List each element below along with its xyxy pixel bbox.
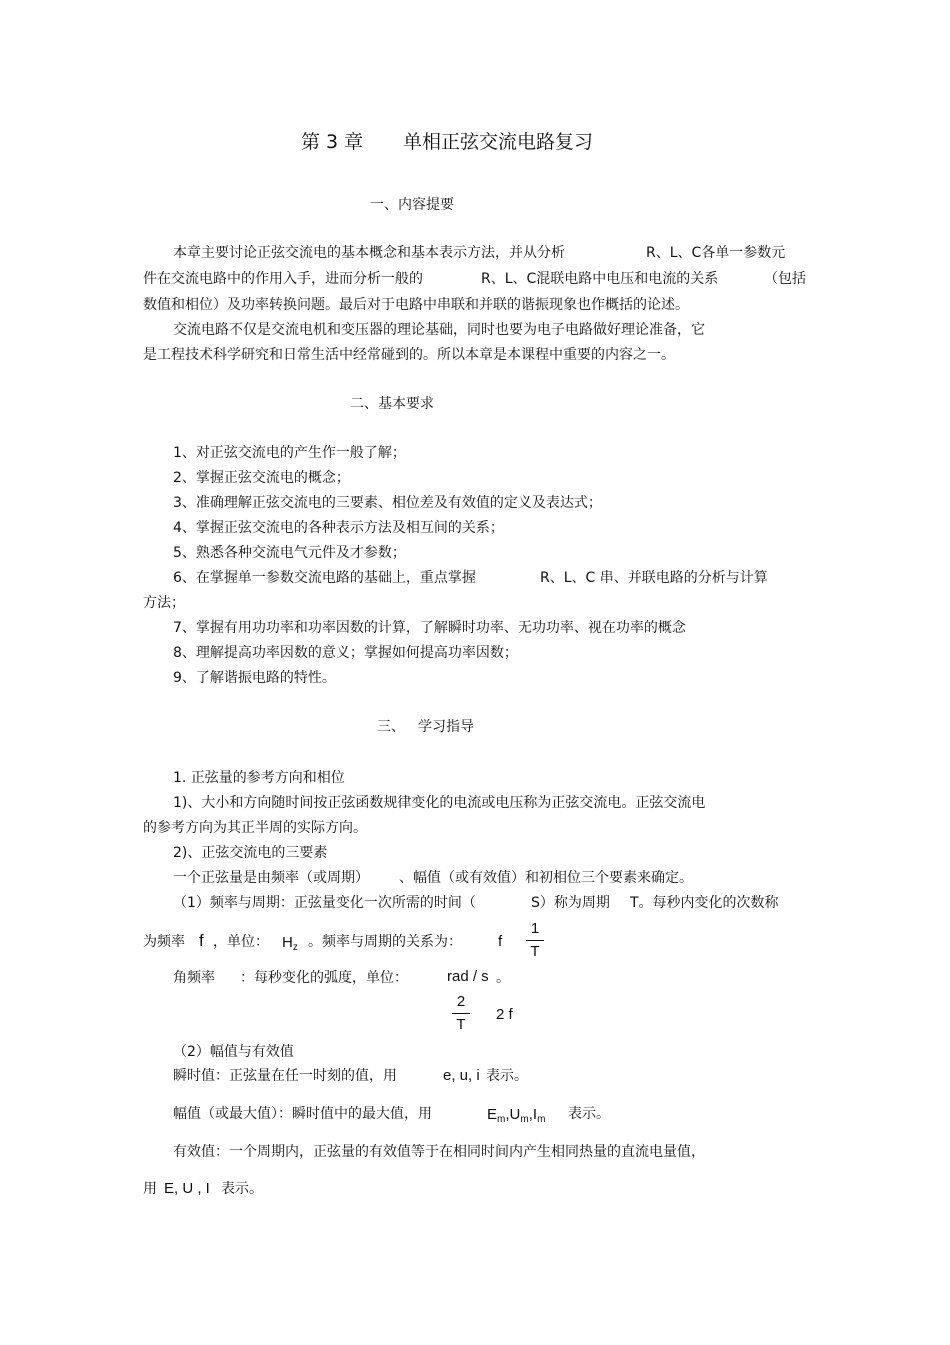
requirement-item: 5、熟悉各种交流电气元件及才参数；	[173, 545, 406, 561]
frequency-line-a: （1）频率与周期：正弦量变化一次所需的时间（	[173, 895, 476, 911]
subsection-heading: 2)、正弦交流电的三要素	[173, 845, 328, 861]
chapter-number: 第 3 章	[301, 131, 364, 153]
frequency-relation-text: 。频率与周期的关系为：	[308, 934, 462, 950]
paragraph-line: 一个正弦量是由频率（或周期）	[173, 870, 369, 886]
requirement-item: 2、掌握正弦交流电的概念；	[173, 470, 350, 486]
requirement-item: 7、掌握有用功功率和功率因数的计算，了解瞬时功率、无功功率、视在功率的概念	[173, 620, 686, 636]
max-value-symbols: $E_m,U_m,I_m$	[487, 1106, 546, 1125]
summary-p2-line-2: 是工程技术科学研究和日常生活中经常碰到的。所以本章是本课程中重要的内容之一。	[143, 347, 675, 363]
unit-hz: $H_z$	[282, 934, 298, 953]
amplitude-heading: （2）幅值与有效值	[173, 1044, 294, 1060]
summary-line-2b: R、L、C混联电路中电压和电流的关系	[481, 271, 719, 287]
paragraph-line: 、幅值（或有效值）和初相位三个要素来确定。	[399, 870, 693, 886]
angular-frequency-end: 。	[496, 970, 510, 986]
summary-line-1a: 本章主要讨论正弦交流电的基本概念和基本表示方法，并从分析	[173, 245, 565, 261]
instant-value-symbols: e, u, i	[443, 1067, 480, 1084]
summary-line-1b: R、L、C各单一参数元	[646, 245, 786, 261]
requirement-item: 1、对正弦交流电的产生作一般了解；	[173, 445, 406, 461]
section-heading-number: 三、	[377, 719, 405, 735]
subsection-heading: 1. 正弦量的参考方向和相位	[173, 770, 345, 786]
instant-value-end: 表示。	[486, 1068, 528, 1084]
angular-frequency-def: ：每秒变化的弧度，单位：	[240, 970, 408, 986]
section-heading-requirements: 二、基本要求	[350, 396, 434, 412]
rms-value-text: 有效值：一个周期内，正弦量的有效值等于在相同时间内产生相同热量的直流电量值，	[173, 1144, 705, 1160]
rms-value-symbols: E, U , I	[164, 1180, 210, 1197]
instant-value-text: 瞬时值：正弦量在任一时刻的值，用	[173, 1068, 397, 1084]
requirement-item-6c: 方法；	[143, 595, 185, 611]
frequency-def-unit: ，单位：	[213, 934, 269, 950]
section-heading-summary: 一、内容提要	[370, 197, 454, 213]
angular-frequency-label: 角频率	[173, 970, 215, 986]
frequency-def-a: 为频率	[143, 934, 185, 950]
section-heading-guidance: 学习指导	[418, 719, 474, 735]
fraction-one-over-t: 1 T	[526, 919, 544, 962]
requirement-item: 3、准确理解正弦交流电的三要素、相位差及有效值的定义及表达式；	[173, 495, 602, 511]
frequency-line-c: T。每秒内变化的次数称	[630, 895, 779, 911]
summary-line-2c: （包括	[764, 271, 806, 287]
two-pi-f: 2 f	[496, 1006, 513, 1023]
requirement-item: 4、掌握正弦交流电的各种表示方法及相互间的关系；	[173, 520, 504, 536]
symbol-f: f	[199, 931, 204, 950]
unit-rad-s: rad / s	[447, 968, 489, 985]
rms-value-end: 表示。	[221, 1181, 263, 1197]
max-value-end: 表示。	[568, 1106, 610, 1122]
symbol-f-relation: f	[498, 933, 503, 950]
paragraph-line: 的参考方向为其正半周的实际方向。	[143, 820, 367, 836]
frequency-line-b: S）称为周期	[531, 895, 610, 911]
requirement-item-6a: 6、在掌握单一参数交流电路的基础上，重点掌握	[173, 570, 476, 586]
requirement-item: 9、了解谐振电路的特性。	[173, 670, 336, 686]
requirement-item: 8、理解提高功率因数的意义；掌握如何提高功率因数；	[173, 645, 518, 661]
rms-value-use: 用	[143, 1181, 157, 1197]
summary-line-3: 数值和相位）及功率转换问题。最后对于电路中串联和并联的谐振现象也作概括的论述。	[143, 297, 689, 313]
page-title: 单相正弦交流电路复习	[403, 131, 594, 153]
max-value-text: 幅值（或最大值）：瞬时值中的最大值，用	[173, 1106, 432, 1122]
fraction-two-over-t: 2 T	[452, 992, 470, 1035]
summary-line-2a: 件在交流电路中的作用入手，进而分析一般的	[143, 271, 423, 287]
paragraph-line: 1)、大小和方向随时间按正弦函数规律变化的电流或电压称为正弦交流电。正弦交流电	[173, 795, 706, 811]
summary-p2-line-1: 交流电路不仅是交流电机和变压器的理论基础，同时也要为电子电路做好理论准备，它	[173, 322, 705, 338]
requirement-item-6b: R、L、C 串、并联电路的分析与计算	[540, 570, 768, 586]
